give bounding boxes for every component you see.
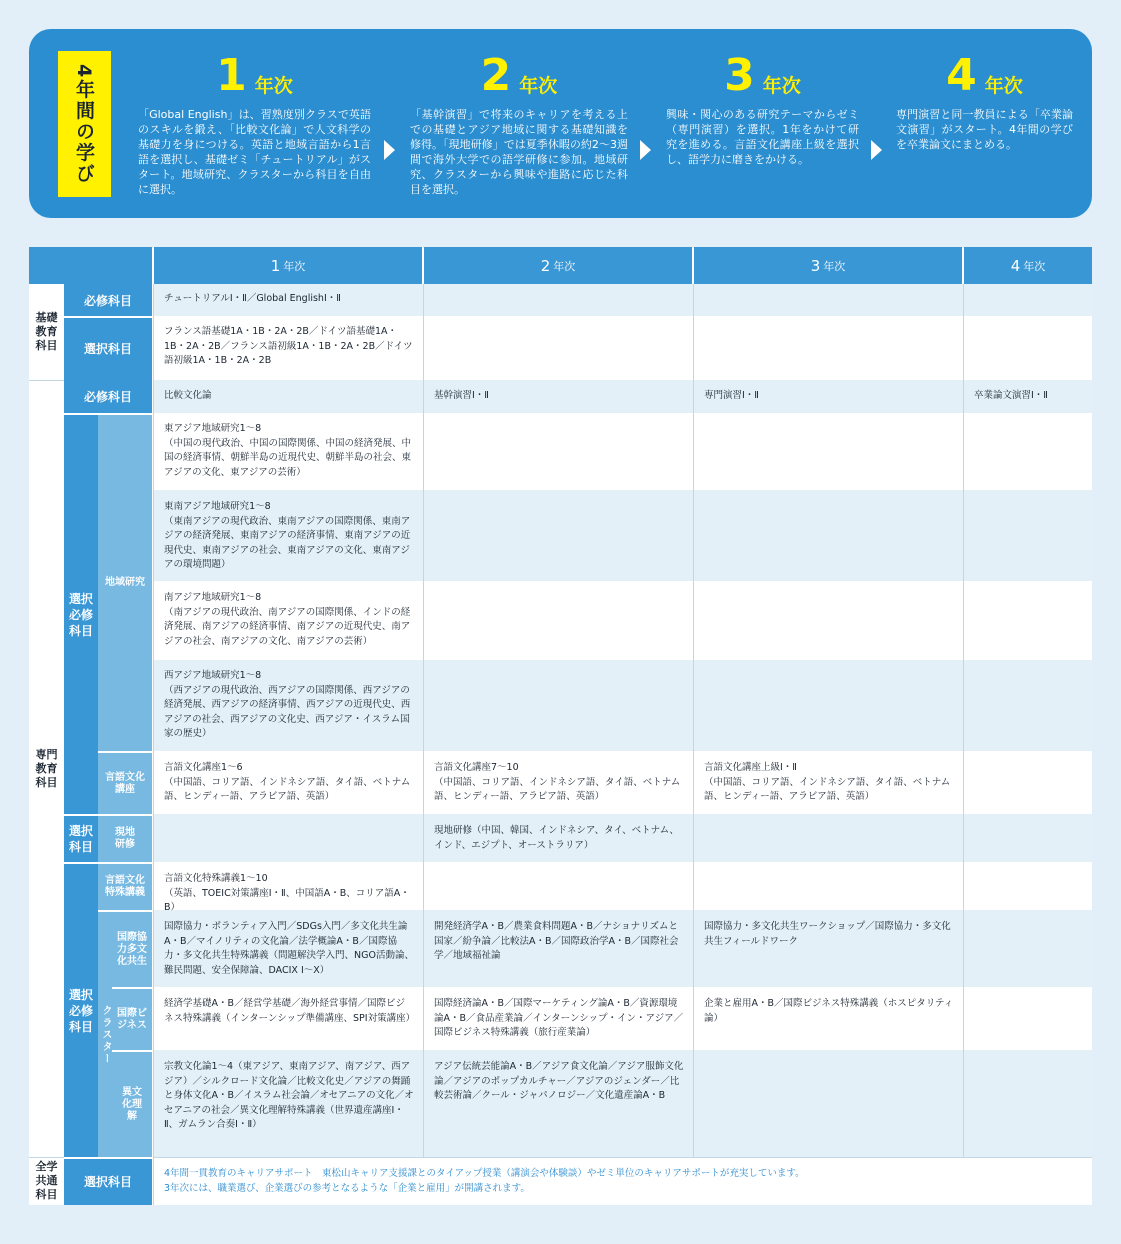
label-genchi: 現地研修 [98,816,152,862]
cell-kyoryoku-y3: 国際協力・多文化共生ワークショップ／国際協力・多文化共生フィールドワーク [704,921,951,947]
cell-tokushu-y1: 言語文化特殊講義1～10 （英語、TOEIC対策講座Ⅰ・Ⅱ、中国語A・B、コリア語A・B） [164,873,410,914]
header-year-3: 3 年次 [810,256,846,275]
cell-chiiki-south-asia: 南アジア地域研究1～8 （南アジアの現代政治、南アジアの国際関係、インドの経済発展、南アジアの経済事情、南アジアの近現代史、南アジアの社会、南アジアの文化、南アジアの芸術） [164,592,411,647]
banner-title: 4年間の学び [73,63,95,185]
cell-kiso-sentaku-y1: フランス語基礎1A・1B・2A・2B／ドイツ語基礎1A・1B・2A・2B／フランス語初級1A・1B・2A・2B／ドイツ語初級1A・1B・2A・2B [164,326,413,367]
cell-senmon-hisshu-y3: 専門演習Ⅰ・Ⅱ [704,390,759,401]
cell-chiiki-southeast-asia: 東南アジア地域研究1～8 （東南アジアの現代政治、東南アジアの国際関係、東南アジアの経済発展、東南アジアの経済事情、東南アジアの近現代史、東南アジアの社会、東南アジアの文化、東南アジアの環境問題） [164,501,411,571]
cell-gengo-y3: 言語文化講座上級Ⅰ・Ⅱ （中国語、コリア語、インドネシア語、タイ語、ベトナム語、ヒンディー語、アラビア語、英語） [704,762,951,803]
label-cluster: クラスター [98,912,112,1157]
banner-title-box [58,51,111,197]
year-4-description: 専門演習と同一教員による「卒業論文演習」がスタート。4年間の学びを卒業論文にまとめる。 [896,108,1073,151]
year-3-unit: 年次 [762,75,801,97]
cell-business-y1: 経済学基礎A・B／経営学基礎／海外経営事情／国際ビジネス特殊講義（インターンシップ準備講座、SPI対策講座） [164,998,416,1024]
cell-business-y2: 国際経済論A・B／国際マーケティング論A・B／資源環境論A・B／食品産業論／インターンシップ・イン・アジア／国際ビジネス特殊講義（旅行産業論） [434,998,684,1039]
category-senmon: 専門教育科目 [35,747,58,789]
cell-kyoryoku-y2: 開発経済学A・B／農業食料問題A・B／ナショナリズムと国家／紛争論／比較法A・B／国際政治学A・B／国際社会学／地域福祉論 [434,921,679,962]
header-year-2: 2 年次 [540,256,576,275]
cell-gengo-y1: 言語文化講座1～6 （中国語、コリア語、インドネシア語、タイ語、ベトナム語、ヒンディー語、アラビア語、英語） [164,762,411,803]
year-2-summary [410,48,628,197]
header-year-1: 1 年次 [270,256,306,275]
curriculum-table [29,247,1092,1205]
label-zengaku-sentaku: 選択科目 [64,1159,152,1205]
cell-kyoryoku-y1: 国際協力・ボランティア入門／SDGs入門／多文化共生論A・B／マイノリティの文化論／法学概論A・B／国際協力・多文化共生特殊講義（問題解決学入門、NGO活動論、難民問題、安全保障論、DACIX Ⅰ～X） [164,921,414,976]
cell-ibunka-y1: 宗教文化論1～4（東アジア、東南アジア、南アジア、西アジア）／シルクロード文化論／比較文化史／アジアの舞踊と身体文化A・B／イスラム社会論／オセアニアの文化／オセアニアの社会／異文化理解特殊講義（世界遺産講座Ⅰ・Ⅱ、ガムラン合奏Ⅰ・Ⅱ） [164,1061,414,1131]
cell-genchi-y2: 現地研修（中国、韓国、インドネシア、タイ、ベトナム、インド、エジプト、オーストラリア） [434,825,679,851]
category-zengaku: 全学共通科目 [35,1160,58,1201]
label-kokusai-business: 国際ビジネス [112,989,152,1050]
year-2-description: 「基幹演習」で将来のキャリアを考える上での基礎とアジア地域に関する基礎知識を修得。「現地研修」では夏季休暇の約2～3週間で海外大学での語学研修に参加。地域研究、クラスターから興味や進路に応じた科目を選択。 [410,108,628,196]
label-chiiki: 地域研究 [98,415,152,751]
category-kiso: 基礎教育科目 [35,311,58,352]
label-senmon-hisshu: 必修科目 [64,380,152,413]
year-4-number: 4 [946,50,977,101]
cell-zengaku-note: 4年間一貫教育のキャリアサポート 東松山キャリア支援課とのタイアップ授業（講演会や体験談）やゼミ単位のキャリアサポートが充実しています。 3年次には、職業選び、企業選びの参考となるような「企業と雇用」が開講されます。 [164,1168,805,1194]
label-ibunka: 異文化理解 [112,1052,152,1157]
arrow-right-icon [871,140,882,160]
year-3-description: 興味・関心のある研究テーマからゼミ（専門演習）を選択。1年をかけて研究を進める。言語文化講座上級を選択し、語学力に磨きをかける。 [666,108,859,166]
year-4-unit: 年次 [984,75,1023,97]
year-1-summary [138,48,371,197]
year-3-summary [666,48,859,167]
label-sentaku-hisshu-1: 選択必修科目 [64,415,98,814]
label-kiso-sentaku: 選択科目 [64,318,152,380]
label-sentaku-genchi: 選択科目 [64,816,98,862]
year-2-unit: 年次 [519,75,558,97]
year-3-number: 3 [724,50,755,101]
arrow-right-icon [640,140,651,160]
header-year-4: 4 年次 [1010,256,1046,275]
label-kokusai-kyoryoku: 国際協力多文化共生 [112,912,152,987]
cell-senmon-hisshu-y2: 基幹演習Ⅰ・Ⅱ [434,390,489,401]
cell-senmon-hisshu-y4: 卒業論文演習Ⅰ・Ⅱ [974,390,1048,401]
cell-gengo-y2: 言語文化講座7～10 （中国語、コリア語、インドネシア語、タイ語、ベトナム語、ヒンディー語、アラビア語、英語） [434,762,681,803]
cell-senmon-hisshu-y1: 比較文化論 [164,390,212,401]
cell-business-y3: 企業と雇用A・B／国際ビジネス特殊講義（ホスピタリティ論） [704,998,954,1024]
year-1-description: 「Global English」は、習熟度別クラスで英語のスキルを鍛え、「比較文化論」で人文科学の基礎力を身につける。英語と地域言語から1言語を選択し、基礎ゼミ「チュートリアル」がスタート。地域研究、クラスターから科目を自由に選択。 [138,108,371,196]
year-1-unit: 年次 [254,75,293,97]
arrow-right-icon [384,140,395,160]
year-4-summary [896,48,1073,152]
cell-ibunka-y2: アジア伝統芸能論A・B／アジア食文化論／アジア服飾文化論／アジアのポップカルチャー／アジアのジェンダー／比較芸術論／クール・ジャパノロジー／文化遺産論A・B [434,1061,684,1102]
label-kiso-hisshu: 必修科目 [64,284,152,316]
label-gengo-koza: 言語文化講座 [98,753,152,814]
year-1-number: 1 [216,50,247,101]
label-gengo-tokushu: 言語文化特殊講義 [98,864,152,910]
cell-chiiki-east-asia: 東アジア地域研究1～8 （中国の現代政治、中国の国際関係、中国の経済発展、中国の経済事情、朝鮮半島の近現代史、朝鮮半島の社会、東アジアの文化、東アジアの芸術） [164,423,412,478]
year-2-number: 2 [480,50,512,101]
cell-chiiki-west-asia: 西アジア地域研究1～8 （西アジアの現代政治、西アジアの国際関係、西アジアの経済発展、西アジアの経済事情、西アジアの近現代史、西アジアの社会、西アジアの文化史、西アジア・イスラム国家の歴史） [164,670,411,740]
cell-kiso-hisshu-y1: チュートリアルⅠ・Ⅱ／Global EnglishⅠ・Ⅱ [164,293,341,304]
label-sentaku-hisshu-2: 選択必修科目 [64,864,98,1157]
